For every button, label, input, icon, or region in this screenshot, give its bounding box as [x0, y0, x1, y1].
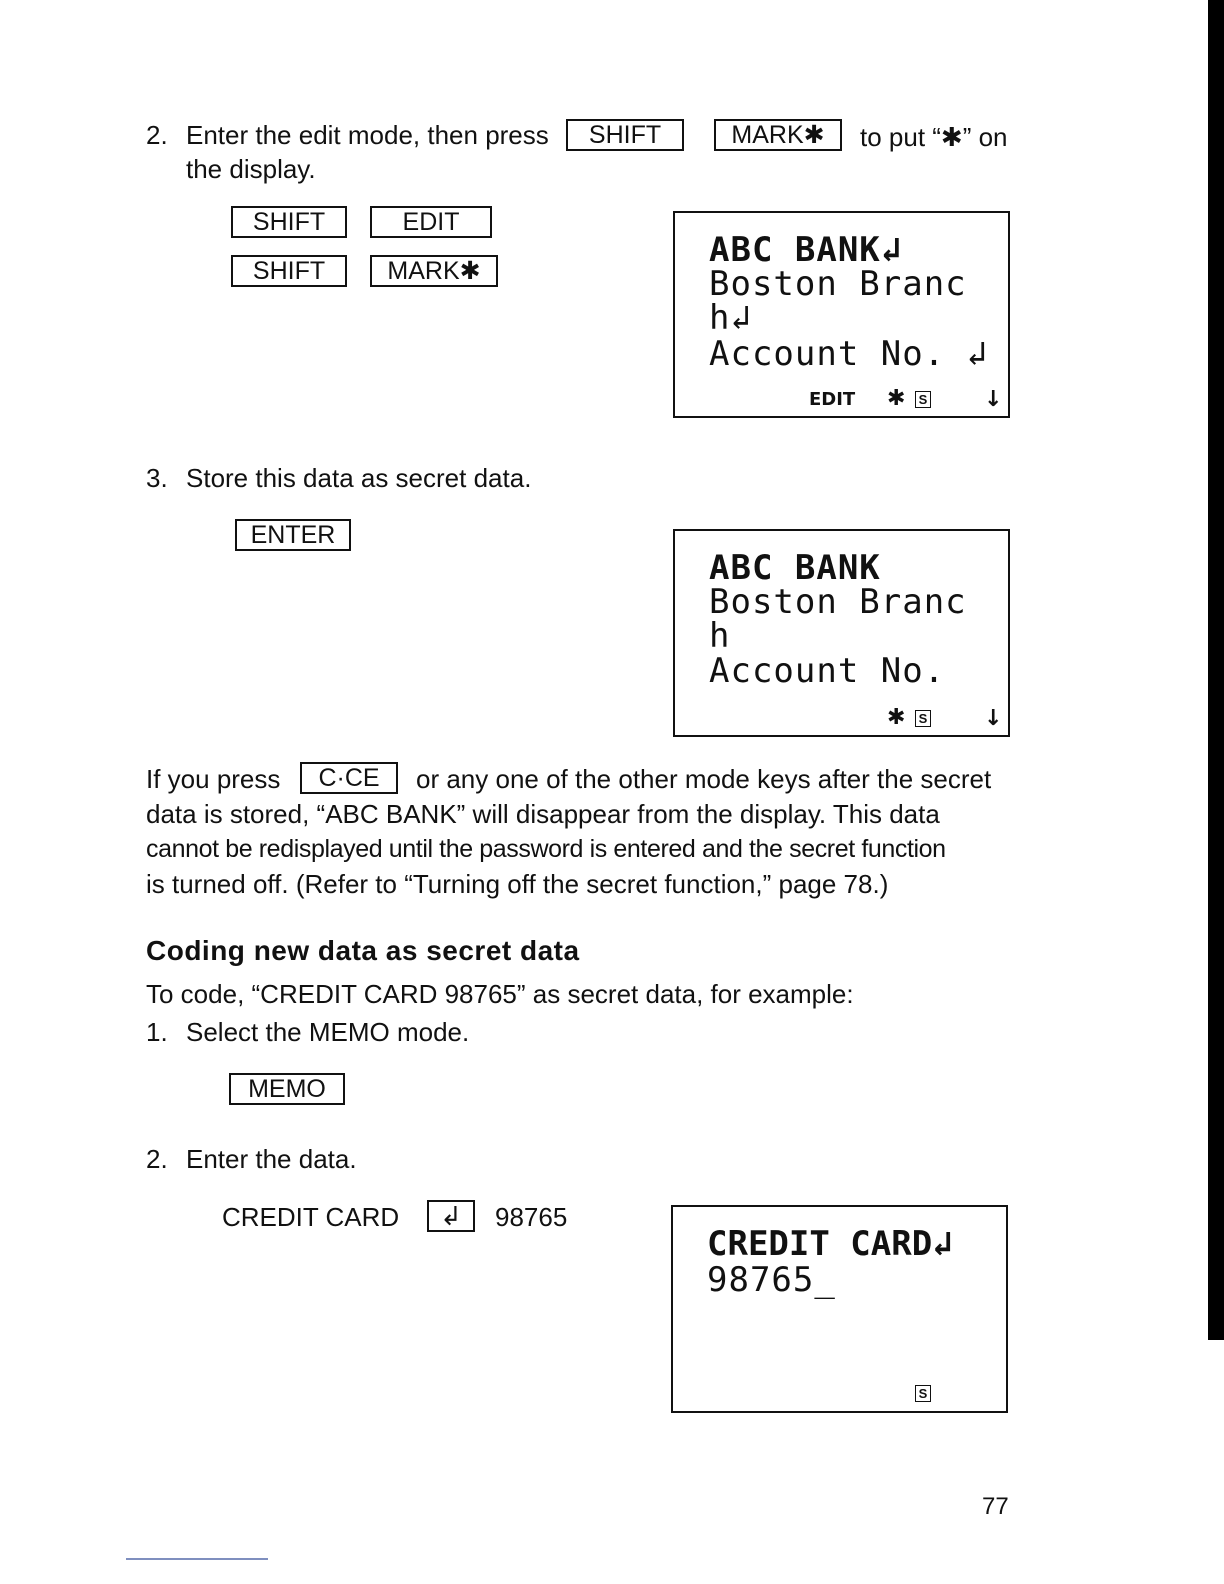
lcd-line: 98765_ — [707, 1260, 836, 1300]
shift-key[interactable]: SHIFT — [231, 206, 347, 238]
edit-key[interactable]: EDIT — [370, 206, 492, 238]
lcd-display-stored — [673, 529, 1010, 737]
paragraph-line: data is stored, “ABC BANK” will disappear from the display. This data — [146, 799, 940, 829]
down-arrow-icon: ↓ — [984, 706, 1003, 731]
edit-indicator: EDIT — [809, 389, 856, 410]
step-3-number: 3. — [146, 463, 168, 493]
lcd-line: Account No. ↲ — [709, 334, 989, 374]
shift-key[interactable]: SHIFT — [231, 255, 347, 287]
lcd-line: ABC BANK — [709, 548, 881, 588]
entry-number: 98765 — [495, 1202, 568, 1232]
section-intro: To code, “CREDIT CARD 98765” as secret data, for example: — [146, 979, 854, 1009]
step-2-number: 2. — [146, 120, 168, 150]
lcd-display-edit — [673, 211, 1010, 418]
star-indicator-icon: ✱ — [887, 705, 906, 730]
footer-rule — [126, 1558, 268, 1560]
step-3-text: Store this data as secret data. — [186, 463, 532, 493]
lcd-line: CREDIT CARD↲ — [707, 1224, 953, 1264]
paragraph-line: is turned off. (Refer to “Turning off the secret function,” page 78.) — [146, 869, 889, 899]
memo-key[interactable]: MEMO — [229, 1073, 345, 1105]
lcd-line: h↲ — [709, 298, 752, 338]
step-1-number: 1. — [146, 1017, 168, 1047]
step-1-text: Select the MEMO mode. — [186, 1017, 470, 1047]
paragraph-line: If you press — [146, 764, 281, 794]
step-2-text-end: to put “✱” on — [860, 122, 1008, 152]
down-arrow-icon: ↓ — [984, 387, 1003, 412]
section-heading: Coding new data as secret data — [146, 935, 580, 966]
page-edge-bar — [1208, 0, 1224, 1340]
secret-indicator-icon: S — [915, 391, 931, 408]
step-2-text-line2: the display. — [186, 154, 316, 184]
step-2-number: 2. — [146, 1144, 168, 1174]
lcd-line: Boston Branc — [709, 264, 967, 304]
secret-indicator-icon: S — [915, 1385, 931, 1402]
shift-key[interactable]: SHIFT — [566, 119, 684, 151]
paragraph-line: or any one of the other mode keys after the secret — [416, 764, 992, 794]
page-number: 77 — [982, 1493, 1009, 1520]
enter-key[interactable]: ENTER — [235, 519, 351, 551]
lcd-line: ABC BANK↲ — [709, 230, 903, 270]
secret-indicator-icon: S — [915, 710, 931, 727]
step-2-text: Enter the data. — [186, 1144, 357, 1174]
mark-key[interactable]: MARK✱ — [714, 119, 842, 151]
mark-key[interactable]: MARK✱ — [370, 255, 498, 287]
paragraph-line: cannot be redisplayed until the password is entered and the secret function — [146, 835, 946, 863]
lcd-line: Account No. — [709, 651, 946, 691]
cce-key[interactable]: C·CE — [300, 762, 398, 794]
lcd-line: Boston Branc — [709, 582, 967, 622]
step-2-text: Enter the edit mode, then press — [186, 120, 549, 150]
entry-text: CREDIT CARD — [222, 1202, 400, 1232]
return-key[interactable]: ↲ — [427, 1200, 475, 1232]
star-indicator-icon: ✱ — [887, 386, 906, 411]
lcd-line: h — [709, 616, 731, 656]
lcd-display-memo — [671, 1205, 1008, 1413]
